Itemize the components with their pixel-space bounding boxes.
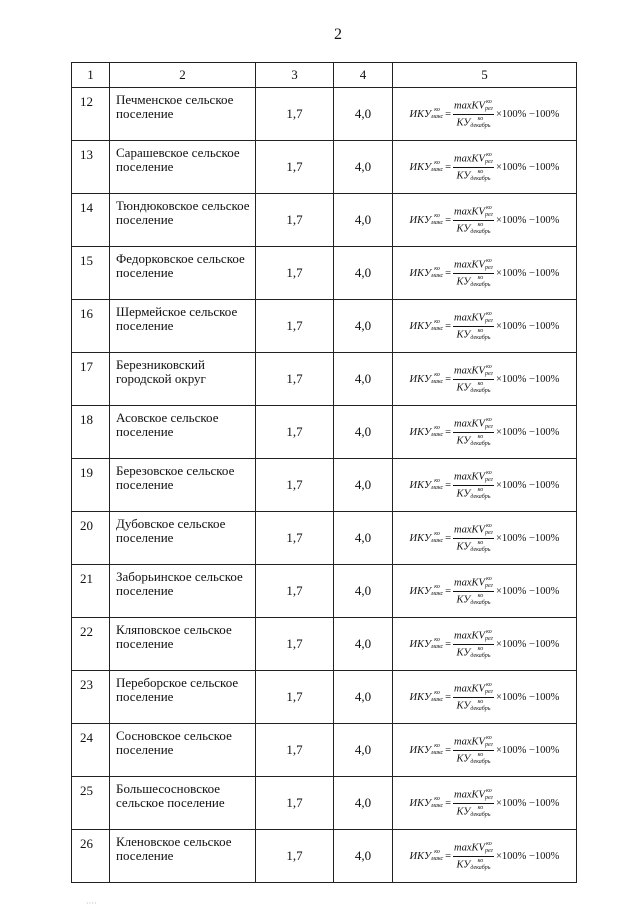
formula-eq: = [445, 797, 452, 809]
formula-eq: = [445, 108, 452, 120]
formula [410, 523, 560, 554]
formula-den: КУ [456, 646, 471, 658]
formula-den-sup: ко [477, 751, 484, 758]
settlement-name: Кляповское сельское поселение [110, 618, 256, 671]
settlement-name: Кленовское сельское поселение [110, 830, 256, 883]
formula-num-sup: ко [486, 628, 492, 635]
formula [410, 417, 560, 448]
formula-tail: ×100% −100% [495, 267, 560, 279]
formula-den: КУ [456, 699, 471, 711]
formula [410, 470, 560, 501]
formula-tail: ×100% −100% [495, 479, 560, 491]
value-col-3: 1,7 [256, 671, 334, 724]
formula-den-sub: декабрь [470, 811, 491, 818]
formula-lhs: ИКУ [409, 479, 432, 491]
table-row [72, 247, 577, 300]
formula-num: maxKV [454, 523, 485, 535]
formula-den-sup: ко [477, 168, 484, 175]
formula-cell [393, 830, 577, 883]
table-row [72, 459, 577, 512]
value-col-4: 4,0 [334, 618, 393, 671]
formula-num-sup: ко [486, 522, 492, 529]
formula-num-sup: ко [486, 575, 492, 582]
formula-num: maxKV [454, 152, 485, 164]
formula-den-sup: ко [477, 804, 484, 811]
formula-cell [393, 671, 577, 724]
formula-den: КУ [456, 434, 471, 446]
formula-cell [393, 300, 577, 353]
table-row [72, 777, 577, 830]
value-col-3: 1,7 [256, 724, 334, 777]
formula-lhs-sub: макс [431, 697, 444, 703]
formula-tail: ×100% −100% [495, 850, 560, 862]
formula-lhs-sub: макс [431, 644, 444, 650]
formula-num: maxKV [454, 258, 485, 270]
table-row [72, 300, 577, 353]
formula-den: КУ [456, 593, 471, 605]
value-col-3: 1,7 [256, 777, 334, 830]
formula-lhs: ИКУ [409, 797, 432, 809]
formula-den-sub: декабрь [470, 493, 491, 500]
formula-den: КУ [456, 116, 471, 128]
formula-cell [393, 88, 577, 141]
formula-lhs: ИКУ [409, 532, 432, 544]
formula-den: КУ [456, 328, 471, 340]
formula-den: КУ [456, 169, 471, 181]
formula-lhs-sub: макс [431, 591, 444, 597]
formula-tail: ×100% −100% [495, 585, 560, 597]
formula-eq: = [445, 744, 452, 756]
formula-den: КУ [456, 222, 471, 234]
table-row [72, 724, 577, 777]
settlement-name: Печменское сельское поселение [110, 88, 256, 141]
scan-artifact: ···· [86, 899, 97, 908]
value-col-3: 1,7 [256, 618, 334, 671]
formula-num-sub: рег [484, 476, 493, 483]
header-col-4: 4 [334, 63, 393, 88]
header-col-1: 1 [72, 63, 110, 88]
formula [410, 364, 560, 395]
formula-den-sup: ко [477, 645, 484, 652]
settlement-name: Большесосновское сельское поселение [110, 777, 256, 830]
row-number: 23 [72, 671, 110, 724]
formula-lhs: ИКУ [409, 585, 432, 597]
formula-lhs-sup: ко [434, 160, 440, 166]
value-col-3: 1,7 [256, 141, 334, 194]
formula-num-sub: рег [484, 264, 493, 271]
formula-cell [393, 247, 577, 300]
header-col-2: 2 [110, 63, 256, 88]
formula-den-sub: декабрь [470, 546, 491, 553]
formula-den: КУ [456, 381, 471, 393]
formula-tail: ×100% −100% [495, 426, 560, 438]
formula-lhs-sub: макс [431, 114, 444, 120]
formula-lhs-sup: ко [434, 584, 440, 590]
formula-lhs-sup: ко [434, 319, 440, 325]
row-number: 14 [72, 194, 110, 247]
value-col-3: 1,7 [256, 353, 334, 406]
formula [410, 841, 560, 872]
value-col-3: 1,7 [256, 459, 334, 512]
row-number: 17 [72, 353, 110, 406]
formula-den-sub: декабрь [470, 599, 491, 606]
value-col-3: 1,7 [256, 194, 334, 247]
formula-cell [393, 724, 577, 777]
value-col-3: 1,7 [256, 88, 334, 141]
formula-cell [393, 194, 577, 247]
settlement-name: Федорковское сельское поселение [110, 247, 256, 300]
formula-den-sub: декабрь [470, 334, 491, 341]
value-col-4: 4,0 [334, 777, 393, 830]
formula-tail: ×100% −100% [495, 161, 560, 173]
settlement-name: Березниковский городской округ [110, 353, 256, 406]
formula [410, 788, 560, 819]
value-col-4: 4,0 [334, 724, 393, 777]
formula-lhs: ИКУ [409, 373, 432, 385]
formula-num-sub: рег [484, 211, 493, 218]
formula-num-sub: рег [484, 158, 493, 165]
formula-tail: ×100% −100% [495, 744, 560, 756]
formula-lhs-sub: макс [431, 220, 444, 226]
formula-eq: = [445, 532, 452, 544]
formula-lhs-sup: ко [434, 266, 440, 272]
formula-den: КУ [456, 752, 471, 764]
formula-den-sub: декабрь [470, 705, 491, 712]
formula-tail: ×100% −100% [495, 320, 560, 332]
formula-lhs: ИКУ [409, 691, 432, 703]
formula-den-sub: декабрь [470, 440, 491, 447]
row-number: 19 [72, 459, 110, 512]
formula-den-sup: ко [477, 486, 484, 493]
formula-lhs: ИКУ [409, 426, 432, 438]
formula [410, 258, 560, 289]
formula [410, 629, 560, 660]
formula-cell [393, 141, 577, 194]
settlement-name: Тюндюковское сельское поселение [110, 194, 256, 247]
formula-den-sub: декабрь [470, 652, 491, 659]
formula-den-sup: ко [477, 274, 484, 281]
formula-den: КУ [456, 805, 471, 817]
formula-num-sup: ко [486, 204, 492, 211]
formula-lhs-sup: ко [434, 637, 440, 643]
formula-num-sup: ко [486, 98, 492, 105]
formula-tail: ×100% −100% [495, 691, 560, 703]
formula-num: maxKV [454, 364, 485, 376]
formula-lhs-sup: ко [434, 372, 440, 378]
formula-lhs-sub: макс [431, 538, 444, 544]
settlement-name: Заборьинское сельское поселение [110, 565, 256, 618]
table-row [72, 671, 577, 724]
formula-lhs: ИКУ [409, 161, 432, 173]
formula-tail: ×100% −100% [495, 532, 560, 544]
value-col-3: 1,7 [256, 830, 334, 883]
formula [410, 99, 560, 130]
formula-num: maxKV [454, 205, 485, 217]
header-col-3: 3 [256, 63, 334, 88]
value-col-4: 4,0 [334, 406, 393, 459]
value-col-4: 4,0 [334, 300, 393, 353]
formula-cell [393, 512, 577, 565]
value-col-4: 4,0 [334, 141, 393, 194]
formula-den-sup: ко [477, 327, 484, 334]
formula-num: maxKV [454, 788, 485, 800]
formula-den-sup: ко [477, 539, 484, 546]
formula-den-sub: декабрь [470, 758, 491, 765]
value-col-3: 1,7 [256, 565, 334, 618]
table-row [72, 141, 577, 194]
formula-tail: ×100% −100% [495, 638, 560, 650]
settlement-name: Асовское сельское поселение [110, 406, 256, 459]
formula-num-sub: рег [484, 370, 493, 377]
formula-eq: = [445, 691, 452, 703]
row-number: 20 [72, 512, 110, 565]
value-col-4: 4,0 [334, 512, 393, 565]
formula-lhs-sup: ко [434, 107, 440, 113]
formula-num: maxKV [454, 576, 485, 588]
formula-eq: = [445, 479, 452, 491]
row-number: 22 [72, 618, 110, 671]
formula-eq: = [445, 373, 452, 385]
formula-num-sub: рег [484, 847, 493, 854]
formula-den-sup: ко [477, 115, 484, 122]
formula-lhs-sub: макс [431, 485, 444, 491]
table-row [72, 353, 577, 406]
row-number: 16 [72, 300, 110, 353]
formula-eq: = [445, 585, 452, 597]
formula-den-sup: ко [477, 380, 484, 387]
row-number: 15 [72, 247, 110, 300]
formula-cell [393, 618, 577, 671]
table-row [72, 88, 577, 141]
formula-num: maxKV [454, 841, 485, 853]
settlement-name: Сосновское сельское поселение [110, 724, 256, 777]
formula-den-sub: декабрь [470, 122, 491, 129]
formula-den-sup: ко [477, 592, 484, 599]
formula-den-sub: декабрь [470, 228, 491, 235]
formula-num-sub: рег [484, 794, 493, 801]
header-row [72, 63, 577, 88]
value-col-3: 1,7 [256, 300, 334, 353]
formula-lhs-sub: макс [431, 273, 444, 279]
header-col-5: 5 [393, 63, 577, 88]
formula-lhs: ИКУ [409, 744, 432, 756]
formula-cell [393, 406, 577, 459]
formula-num-sup: ко [486, 469, 492, 476]
formula-den: КУ [456, 275, 471, 287]
formula-lhs-sub: макс [431, 379, 444, 385]
formula-num: maxKV [454, 470, 485, 482]
formula-lhs: ИКУ [409, 108, 432, 120]
formula-num-sup: ко [486, 734, 492, 741]
formula-lhs-sub: макс [431, 326, 444, 332]
formula-num: maxKV [454, 629, 485, 641]
formula-lhs-sub: макс [431, 167, 444, 173]
value-col-3: 1,7 [256, 512, 334, 565]
formula-lhs-sup: ко [434, 478, 440, 484]
formula-eq: = [445, 638, 452, 650]
formula-lhs: ИКУ [409, 638, 432, 650]
formula-tail: ×100% −100% [495, 108, 560, 120]
formula-num: maxKV [454, 99, 485, 111]
settlement-name: Дубовское сельское поселение [110, 512, 256, 565]
table-row [72, 512, 577, 565]
value-col-4: 4,0 [334, 247, 393, 300]
value-col-4: 4,0 [334, 459, 393, 512]
formula-eq: = [445, 267, 452, 279]
settlement-name: Шермейское сельское поселение [110, 300, 256, 353]
formula-den-sub: декабрь [470, 175, 491, 182]
formula-num-sup: ко [486, 787, 492, 794]
formula-lhs-sup: ко [434, 849, 440, 855]
formula-num-sup: ко [486, 681, 492, 688]
formula-lhs: ИКУ [409, 850, 432, 862]
row-number: 26 [72, 830, 110, 883]
formula-num-sub: рег [484, 529, 493, 536]
formula-den-sub: декабрь [470, 281, 491, 288]
formula-num-sup: ко [486, 416, 492, 423]
formula-cell [393, 353, 577, 406]
value-col-4: 4,0 [334, 565, 393, 618]
formula-lhs-sup: ко [434, 796, 440, 802]
formula [410, 576, 560, 607]
tariff-table [71, 62, 577, 883]
table-row [72, 406, 577, 459]
formula [410, 682, 560, 713]
formula-lhs-sub: макс [431, 856, 444, 862]
row-number: 24 [72, 724, 110, 777]
formula-eq: = [445, 214, 452, 226]
value-col-4: 4,0 [334, 671, 393, 724]
table-row [72, 830, 577, 883]
formula-lhs-sup: ко [434, 531, 440, 537]
formula-num: maxKV [454, 417, 485, 429]
formula-den-sup: ко [477, 698, 484, 705]
settlement-name: Березовское сельское поселение [110, 459, 256, 512]
formula-cell [393, 565, 577, 618]
formula-lhs-sup: ко [434, 425, 440, 431]
formula [410, 152, 560, 183]
value-col-4: 4,0 [334, 88, 393, 141]
formula-lhs: ИКУ [409, 267, 432, 279]
page-number: 2 [334, 26, 342, 43]
formula-lhs-sup: ко [434, 213, 440, 219]
formula [410, 205, 560, 236]
formula [410, 735, 560, 766]
formula-num-sup: ко [486, 151, 492, 158]
formula-num-sub: рег [484, 105, 493, 112]
table-row [72, 194, 577, 247]
value-col-4: 4,0 [334, 194, 393, 247]
row-number: 18 [72, 406, 110, 459]
formula-tail: ×100% −100% [495, 214, 560, 226]
formula-cell [393, 459, 577, 512]
formula-num-sup: ко [486, 257, 492, 264]
value-col-3: 1,7 [256, 247, 334, 300]
formula-den-sub: декабрь [470, 387, 491, 394]
formula-eq: = [445, 320, 452, 332]
formula-lhs-sub: макс [431, 803, 444, 809]
formula [410, 311, 560, 342]
formula-num-sub: рег [484, 741, 493, 748]
formula-num-sub: рег [484, 635, 493, 642]
value-col-3: 1,7 [256, 406, 334, 459]
value-col-4: 4,0 [334, 830, 393, 883]
formula-num-sub: рег [484, 688, 493, 695]
row-number: 25 [72, 777, 110, 830]
formula-num: maxKV [454, 682, 485, 694]
formula-num: maxKV [454, 735, 485, 747]
settlement-name: Переборское сельское поселение [110, 671, 256, 724]
table-row [72, 618, 577, 671]
formula-lhs-sup: ко [434, 690, 440, 696]
formula-eq: = [445, 850, 452, 862]
table-row [72, 565, 577, 618]
formula-lhs: ИКУ [409, 320, 432, 332]
formula-tail: ×100% −100% [495, 373, 560, 385]
formula-eq: = [445, 426, 452, 438]
formula-den-sup: ко [477, 857, 484, 864]
formula-lhs-sup: ко [434, 743, 440, 749]
formula-lhs: ИКУ [409, 214, 432, 226]
formula-den-sup: ко [477, 221, 484, 228]
formula-num: maxKV [454, 311, 485, 323]
settlement-name: Сарашевское сельское поселение [110, 141, 256, 194]
formula-num-sub: рег [484, 317, 493, 324]
formula-num-sub: рег [484, 423, 493, 430]
formula-lhs-sub: макс [431, 750, 444, 756]
formula-den-sup: ко [477, 433, 484, 440]
row-number: 13 [72, 141, 110, 194]
formula-num-sup: ко [486, 310, 492, 317]
row-number: 12 [72, 88, 110, 141]
formula-den: КУ [456, 858, 471, 870]
formula-num-sub: рег [484, 582, 493, 589]
formula-eq: = [445, 161, 452, 173]
formula-cell [393, 777, 577, 830]
formula-den: КУ [456, 487, 471, 499]
value-col-4: 4,0 [334, 353, 393, 406]
row-number: 21 [72, 565, 110, 618]
formula-den: КУ [456, 540, 471, 552]
formula-tail: ×100% −100% [495, 797, 560, 809]
formula-num-sup: ко [486, 363, 492, 370]
formula-lhs-sub: макс [431, 432, 444, 438]
formula-den-sub: декабрь [470, 864, 491, 871]
formula-num-sup: ко [486, 840, 492, 847]
